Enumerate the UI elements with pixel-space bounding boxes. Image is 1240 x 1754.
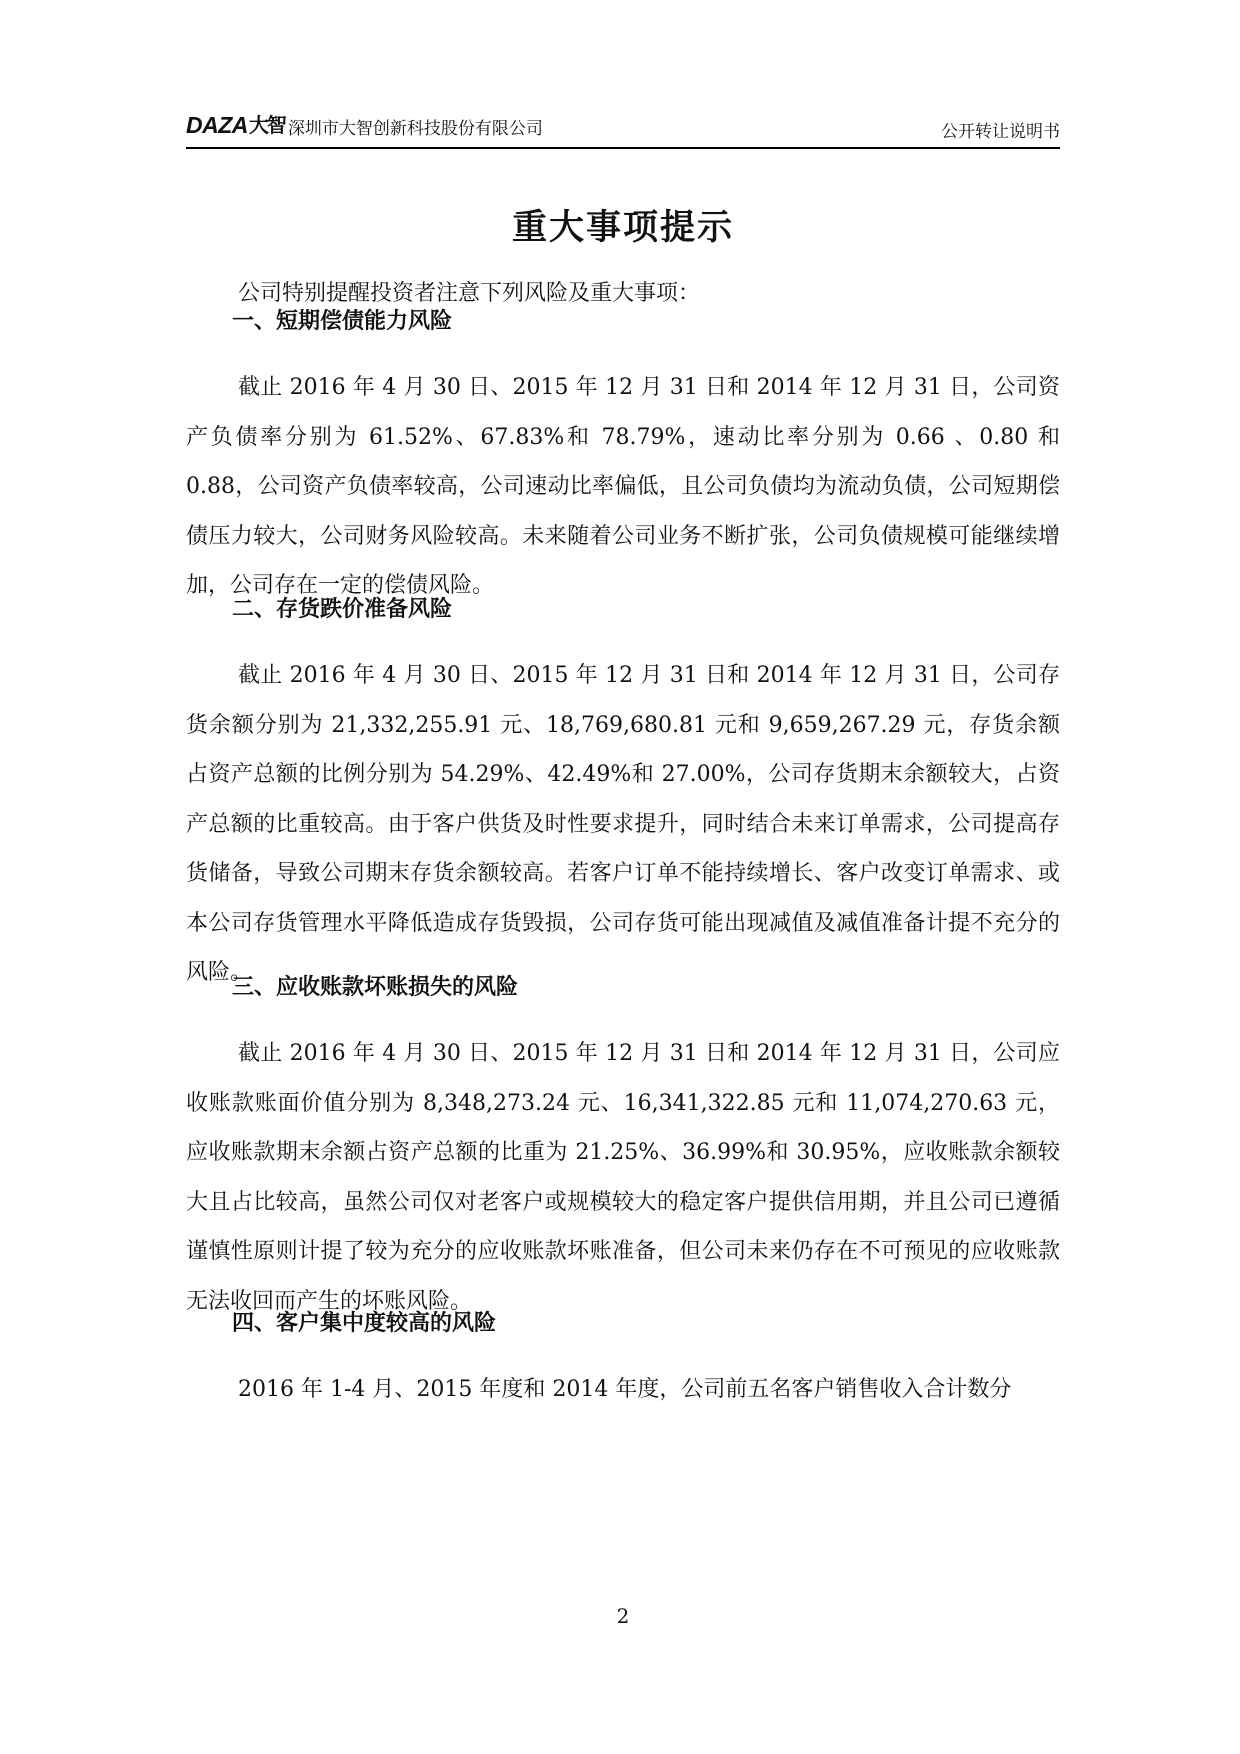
section-customer-concentration-risk [186, 1304, 1060, 1415]
section-body: 截止 2016 年 4 月 30 日、2015 年 12 月 31 日和 2014 年 12 月 31 日，公司应收账款账面价值分别为 8,348,273.24 元、16,341,322.85 元和 11,074,270.63 元，应收账款期末余额占资产总额的比重为 21.25%、36.99%和 30.95%，应收账款余额较大且占比较高，虽然公司仅对老客户或规模较大的稳定客户提供信用期，并且公司已遵循谨慎性原则计提了较为充分的应收账款坏账准备，但公司未来仍存在不可预见的应收账款无法收回而产生的坏账风险。 [186, 1041, 1060, 1314]
intro-paragraph: 公司特别提醒投资者注意下列风险及重大事项： [238, 281, 701, 306]
section-heading: 一、短期偿债能力风险 [232, 309, 453, 334]
company-name: 深圳市大智创新科技股份有限公司 [287, 119, 543, 139]
section-heading: 二、存货跌价准备风险 [232, 597, 453, 622]
page-header [186, 108, 1060, 148]
page-title: 重大事项提示 [511, 208, 734, 249]
section-receivables-bad-debt-risk [186, 968, 1060, 1326]
section-heading: 四、客户集中度较高的风险 [232, 1311, 497, 1336]
logo-chinese-mark: 大智 [248, 113, 285, 137]
section-short-term-solvency-risk [186, 302, 1060, 611]
section-body: 2016 年 1-4 月、2015 年度和 2014 年度，公司前五名客户销售收入合计数分 [238, 1377, 1012, 1402]
section-body: 截止 2016 年 4 月 30 日、2015 年 12 月 31 日和 2014 年 12 月 31 日，公司存货余额分别为 21,332,255.91 元、18,769,680.81 元和 9,659,267.29 元，存货余额占资产总额的比例分别为 54.29%、42.49%和 27.00%，公司存货期末余额较大，占资产总额的比重较高。由于客户供货及时性要求提升，同时结合未来订单需求，公司提高存货储备，导致公司期末存货余额较高。若客户订单不能持续增长、客户改变订单需求、或本公司存货管理水平降低造成存货毁损，公司存货可能出现减值及减值准备计提不充分的风险。 [186, 663, 1060, 985]
header-divider [186, 147, 1060, 149]
section-heading: 三、应收账款坏账损失的风险 [232, 975, 519, 1000]
page-number: 2 [616, 1604, 630, 1628]
company-logo [186, 114, 543, 137]
section-body: 截止 2016 年 4 月 30 日、2015 年 12 月 31 日和 2014 年 12 月 31 日，公司资产负债率分别为 61.52%、67.83%和 78.79%，速动比率分别为 0.66 、0.80 和 0.88，公司资产负债率较高，公司速动比率偏低，且公司负债均为流动负债，公司短期偿债压力较大，公司财务风险较高。未来随着公司业务不断扩张，公司负债规模可能继续增加，公司存在一定的偿债风险。 [186, 375, 1060, 598]
document-type: 公开转让说明书 [941, 122, 1060, 142]
section-inventory-impairment-risk [186, 590, 1060, 998]
logo-wordmark: DAZA [186, 112, 248, 138]
